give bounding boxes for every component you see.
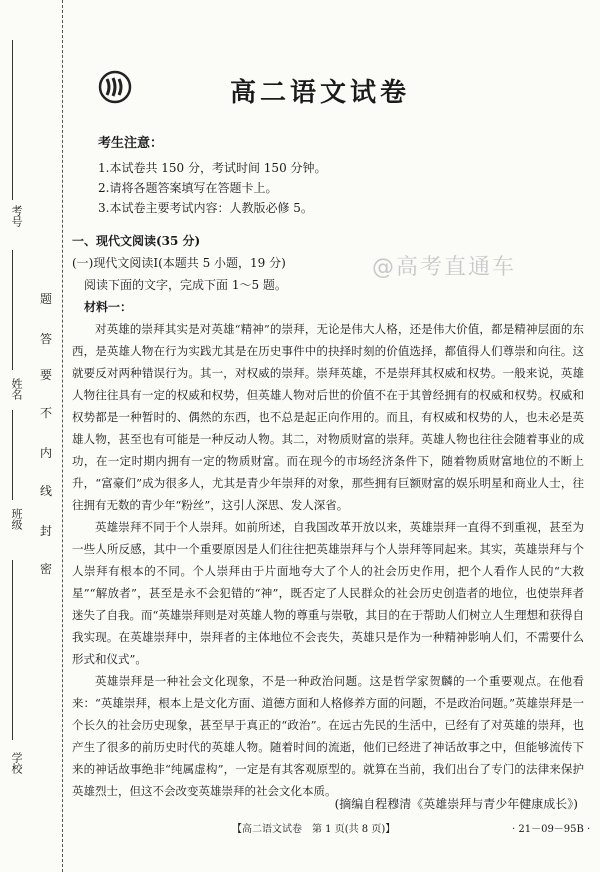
- logo-icon: [98, 70, 132, 104]
- xuexiao-line: [12, 560, 13, 740]
- paper-code: · 21－09－95B ·: [512, 824, 591, 835]
- label-banji: 班级: [10, 508, 23, 530]
- label-xingming: 姓名: [10, 378, 23, 400]
- paragraph: 对英雄的崇拜其实是对英雄“精神”的崇拜，无论是伟大人格，还是伟大价值，都是精神层面的东西，是英雄人物在行为实践尤其是在历史事件中的抉择时刻的价值选择，都值得人们尊崇和向往。这就要反对两种错误行为。其一，对权威的崇拜。崇拜英雄，不是崇拜其权威和权势。一般来说，英雄人物往往具有一定的权威和权势，但英雄人物对后世的价值不在于其曾经拥有的权威和权势。权威和权势都是一种暂时的、偶然的东西，也不总是起正向作用的。而且，有权威和权势的人，也未必是英雄人物，甚至也有可能是一种反动人物。其二，对物质财富的崇拜。英雄人物也往往会随着事业的成功，在一定时期内拥有一定的物质财富。而在现今的市场经济条件下，随着物质财富地位的不断上升，“富豪们”成为很多人，尤其是青少年崇拜的对象，那些拥有巨额财富的娱乐明星和商业人士，往往拥有无数的青少年“粉丝”，这引人深思、发人深省。: [72, 322, 584, 512]
- source-citation: (摘编自程穆清《英雄崇拜与青少年健康成长》): [334, 797, 578, 811]
- page-title: 高二语文试卷: [230, 78, 411, 108]
- banji-line: [12, 410, 13, 500]
- exam-notice: [98, 134, 327, 218]
- xingming-line: [12, 250, 13, 370]
- seal-char: 内: [40, 446, 53, 460]
- seal-char: 要: [40, 368, 53, 382]
- seal-char: 密: [40, 562, 53, 576]
- notice-heading: 考生注意：: [98, 136, 164, 151]
- seal-char: 题: [40, 292, 53, 306]
- watermark: @高考直通车: [372, 255, 517, 280]
- notice-item: 3.本试卷主要考试内容：人教版必修 5。: [98, 201, 313, 215]
- subsection-heading: (一)现代文阅读Ⅰ(本题共 5 小题，19 分): [72, 256, 286, 270]
- binding-margin: [0, 0, 72, 872]
- material-label: 材料一：: [84, 300, 133, 314]
- paragraph: 英雄崇拜是一种社会文化现象，不是一种政治问题。这是哲学家贺麟的一个重要观点。在他看来：“英雄崇拜，根本上是文化方面、道德方面和人格修养方面的问题，不是政治问题。”英雄崇拜是一个长久的社会历史现象，甚至早于真正的“政治”。在远古先民的生活中，已经有了对英雄的崇拜，也产生了很多的前历史时代的英雄人物。随着时间的流逝，他们已经进了神话故事之中，但能够流传下来的神话故事绝非“纯属虚构”，一定是有其客观原型的。就算在当前，我们出台了专门的法律来保护英雄烈士，但这不会改变英雄崇拜的社会文化本质。: [72, 674, 585, 798]
- seal-char: 线: [40, 484, 53, 498]
- notice-item: 2.请将各题答案填写在答题卡上。: [98, 181, 278, 195]
- section-heading: 一、现代文阅读(35 分): [72, 234, 201, 248]
- paragraph: 英雄崇拜不同于个人崇拜。如前所述，自我国改革开放以来，英雄崇拜一直得不到重视，甚至为一些人所反感，其中一个重要原因是人们往往把英雄崇拜与个人崇拜等同起来。其实，英雄崇拜与个人崇拜有根本的不同。个人崇拜由于片面地夸大了个人的社会历史作用，把个人看作人民的“大救星”“解放者”，甚至是永不会犯错的“神”，既否定了人民群众的社会历史创造者的地位，也使崇拜者迷失了自我。而“英雄崇拜则是对英雄人物的尊重与崇敬，其目的在于帮助人们树立人生理想和获得自我实现。在英雄崇拜中，崇拜者的主体地位不会丧失，英雄只是作为一种精神影响人们，不需要什么形式和仪式”。: [72, 520, 584, 666]
- seal-char: 封: [40, 524, 53, 538]
- cut-line: [62, 0, 63, 872]
- instruction: 阅读下面的文字，完成下面 1～5 题。: [84, 278, 287, 292]
- seal-char: 答: [40, 332, 53, 346]
- reading-passage: [72, 318, 584, 802]
- notice-item: 1.本试卷共 150 分，考试时间 150 分钟。: [98, 161, 327, 175]
- kaohao-line: [12, 40, 13, 200]
- label-xuexiao: 学校: [10, 752, 23, 774]
- label-kaohao: 考号: [10, 205, 23, 227]
- page-footer: 【高二语文试卷 第 1 页(共 8 页)】: [232, 824, 396, 835]
- seal-char: 不: [40, 406, 53, 420]
